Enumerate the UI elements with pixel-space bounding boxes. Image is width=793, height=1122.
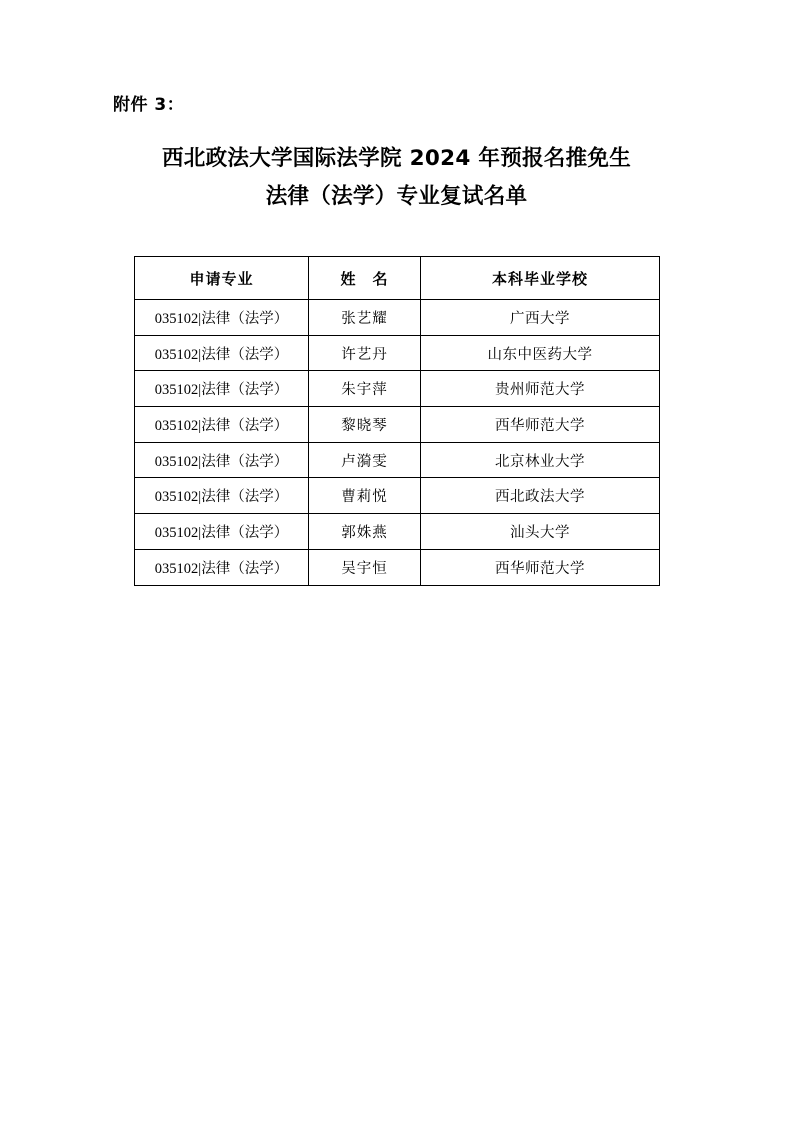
table-row [135,300,660,336]
cell-school: 贵州师范大学 [421,371,660,407]
cell-major: 035102|法律（法学） [135,549,309,585]
cell-name: 曹莉悦 [309,478,421,514]
table-row [135,478,660,514]
cell-major: 035102|法律（法学） [135,442,309,478]
page-title-line-1: 西北政法大学国际法学院 2024 年预报名推免生 [161,146,631,171]
cell-name: 许艺丹 [309,335,421,371]
column-header-school: 本科毕业学校 [421,257,660,300]
cell-name: 吴宇恒 [309,549,421,585]
page-title [0,140,793,216]
cell-school: 西华师范大学 [421,407,660,443]
cell-name: 张艺耀 [309,300,421,336]
cell-name: 黎晓琴 [309,407,421,443]
page-title-line-2: 法律（法学）专业复试名单 [265,184,528,209]
cell-major: 035102|法律（法学） [135,300,309,336]
table-body [135,300,660,586]
cell-major: 035102|法律（法学） [135,514,309,550]
cell-major: 035102|法律（法学） [135,407,309,443]
column-header-name: 姓 名 [309,257,421,300]
candidate-table [134,256,660,586]
cell-school: 西北政法大学 [421,478,660,514]
table-row [135,371,660,407]
cell-school: 汕头大学 [421,514,660,550]
cell-major: 035102|法律（法学） [135,478,309,514]
cell-school: 山东中医药大学 [421,335,660,371]
cell-school: 北京林业大学 [421,442,660,478]
table-row [135,442,660,478]
cell-major: 035102|法律（法学） [135,371,309,407]
cell-major: 035102|法律（法学） [135,335,309,371]
table-row [135,549,660,585]
column-header-major: 申请专业 [135,257,309,300]
table-row [135,514,660,550]
cell-school: 广西大学 [421,300,660,336]
cell-name: 卢漪雯 [309,442,421,478]
table-row [135,407,660,443]
cell-school: 西华师范大学 [421,549,660,585]
attachment-label: 附件 3： [113,95,185,115]
cell-name: 郭姝燕 [309,514,421,550]
table-header-row [135,257,660,300]
cell-name: 朱宇萍 [309,371,421,407]
table-row [135,335,660,371]
